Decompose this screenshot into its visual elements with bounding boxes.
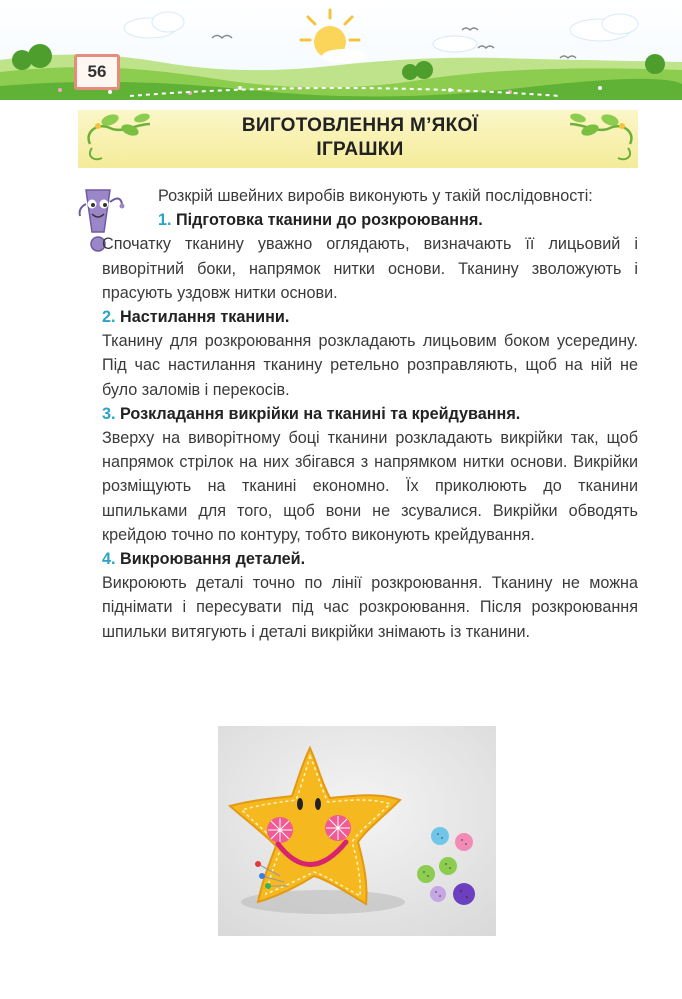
intro-paragraph: Розкрій швейних виробів виконують у такій послідовності: bbox=[158, 187, 593, 205]
step-2-text: Тканину для розкроювання розкладають лицьовим боком усередину. Під час настилання тканину ретельно розправляють, щоб на ній не було заломів і перекосів. bbox=[102, 332, 638, 399]
step-3-heading: 3. Розкладання викрійки на тканині та крейдування. bbox=[102, 404, 521, 423]
step-4-text: Викроюють деталі точно по лінії розкроювання. Тканину не можна піднімати і пересувати під час розкроювання. Після розкроювання шпильки витягують і деталі викрійки знімають із тканини. bbox=[102, 574, 638, 641]
left-vine-decoration-icon bbox=[80, 104, 160, 166]
felt-star-toy-photo bbox=[218, 726, 496, 936]
step-2-heading: 2. Настилання тканини. bbox=[102, 308, 290, 327]
step-4-heading: 4. Викроювання деталей. bbox=[102, 550, 306, 569]
title-line-1: ВИГОТОВЛЕННЯ М’ЯКОЇ bbox=[241, 115, 479, 136]
page-title bbox=[150, 114, 570, 162]
page-number: 56 bbox=[74, 54, 120, 90]
step-3-text: Зверху на виворітному боці тканини розкладають викрійки так, щоб напрямок стрілок на них збігався з напрямком нитки основи. Викрійки розміщують на тканині економно. Їх приколюють до тканини шпильками для того, щоб вони не зсувалися. Викрійки обводять крейдою точно по контуру, тобто виконують крейдування. bbox=[102, 429, 638, 544]
title-line-2: ІГРАШКИ bbox=[316, 139, 404, 160]
right-vine-decoration-icon bbox=[560, 104, 640, 166]
step-1-heading: 1. Підготовка тканини до розкроювання. bbox=[158, 211, 483, 230]
article-body bbox=[102, 184, 638, 644]
step-1-text: Спочатку тканину уважно оглядають, визначають її лицьовий і виворітний боки, напрямок нитки основи. Тканину зволожують і прасують уздовж нитки основи. bbox=[102, 235, 638, 302]
